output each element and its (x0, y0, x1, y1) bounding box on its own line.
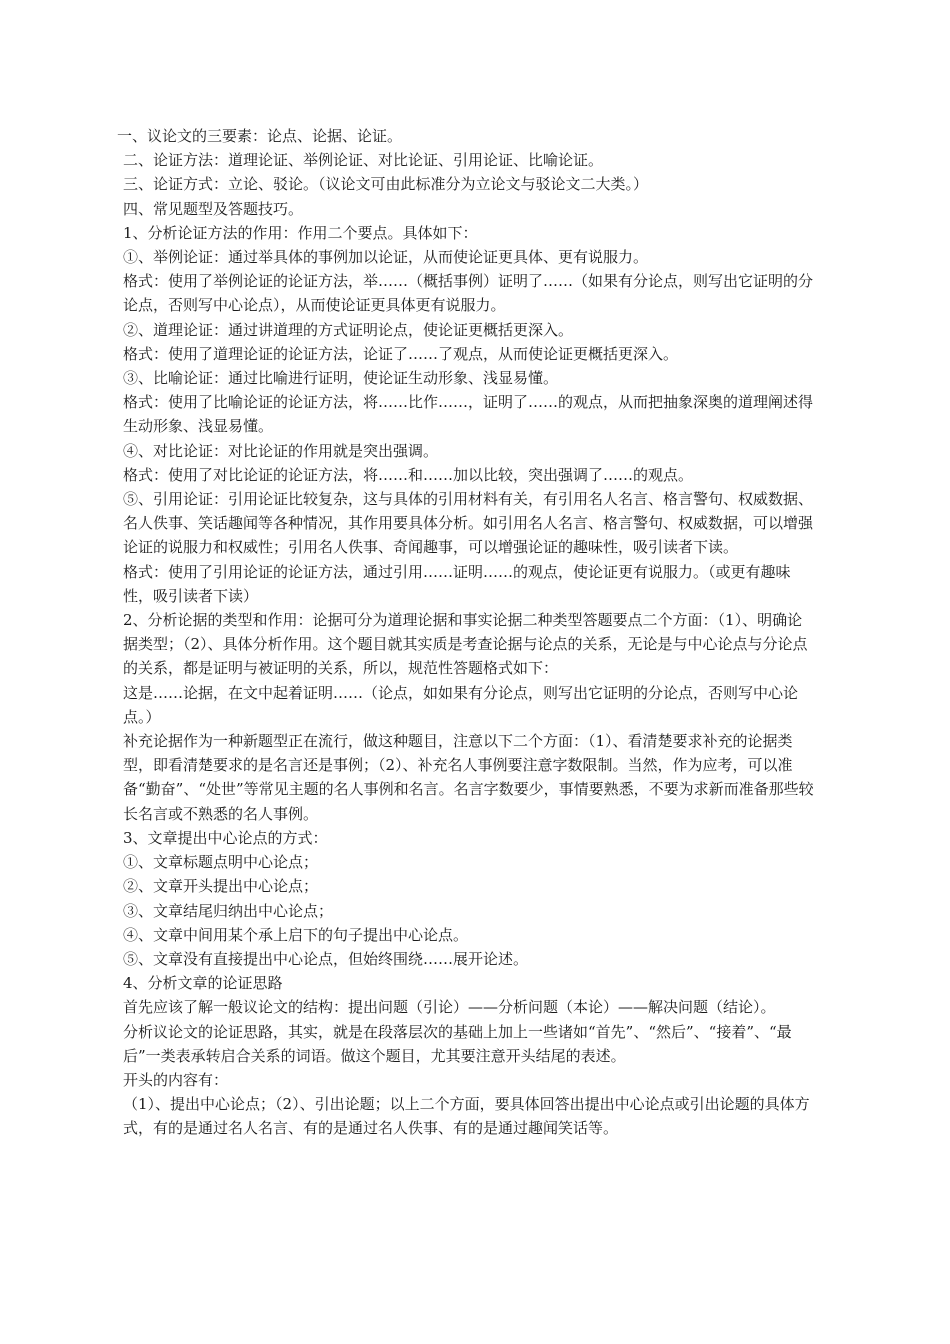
paragraph-14: ⑤、引用论证：引用论证比较复杂，这与具体的引用材料有关，有引用名人名言、格言警句、权威数据、名人佚事、笑话趣闻等各种情况，其作用要具体分析。如引用名人名言、格言警句、权威数据，可以增强论证的说服力和权威性；引用名人佚事、奇闻趣事，可以增强论证的趣味性，吸引读者下读。 (123, 490, 814, 557)
paragraph-16: 2、分析论据的类型和作用：论据可分为道理论据和事实论据二种类型答题要点二个方面：（1）、明确论据类型；（2）、具体分析作用。这个题目就其实质是考查论据与论点的关系，无论是与中心论点与分论点的关系，都是证明与被证明的关系，所以，规范性答题格式如下： (123, 611, 808, 678)
paragraph-5: 1、分析论证方法的作用：作用二个要点。具体如下： (123, 223, 478, 242)
paragraph-12: ④、对比论证：对比论证的作用就是突出强调。 (123, 441, 439, 460)
paragraph-4: 四、常见题型及答题技巧。 (123, 199, 304, 218)
paragraph-11: 格式：使用了比喻论证的论证方法，将……比作……，证明了……的观点，从而把抽象深奥的道理阐述得生动形象、浅显易懂。 (123, 393, 814, 436)
paragraph-26: 首先应该了解一般议论文的结构：提出问题（引论）——分析问题（本论）——解决问题（结论）。 (123, 998, 776, 1017)
paragraph-20: ①、文章标题点明中心论点； (123, 853, 319, 872)
paragraph-19: 3、文章提出中心论点的方式： (123, 828, 328, 847)
paragraph-7: 格式：使用了举例论证的论证方法，举……（概括事例）证明了……（如果有分论点，则写出它证明的分论点，否则写中心论点），从而使论证更具体更有说服力。 (123, 272, 814, 315)
paragraph-13: 格式：使用了对比论证的论证方法，将……和……加以比较，突出强调了……的观点。 (123, 465, 694, 484)
paragraph-3: 三、论证方式：立论、驳论。（议论文可由此标准分为立论文与驳论文二大类。） (123, 175, 649, 194)
paragraph-28: 开头的内容有： (123, 1070, 229, 1089)
paragraph-15: 格式：使用了引用论证的论证方法，通过引用……证明……的观点，使论证更有说服力。（或更有趣味性，吸引读者下读） (123, 562, 791, 605)
paragraph-18: 补充论据作为一种新题型正在流行，做这种题目，注意以下二个方面：（1）、看清楚要求补充的论据类型，即看清楚要求的是名言还是事例；（2）、补充名人事例要注意字数限制。当然，作为应考，可以准备“勤奋”、“处世”等常见主题的名人事例和名言。名言字数要少，事情要熟悉，不要为求新而准备那些较长名言或不熟悉的名人事例。 (123, 732, 814, 823)
paragraph-27: 分析议论文的论证思路，其实，就是在段落层次的基础上加上一些诸如“首先”、“然后”、“接着”、“最后”一类表承转启合关系的词语。做这个题目，尤其要注意开头结尾的表述。 (123, 1022, 792, 1065)
paragraph-6: ①、举例论证：通过举具体的事例加以论证，从而使论证更具体、更有说服力。 (123, 248, 649, 267)
paragraph-9: 格式：使用了道理论证的论证方法，论证了……了观点，从而使论证更概括更深入。 (123, 344, 679, 363)
paragraph-1: 一、议论文的三要素：论点、论据、论证。 (117, 127, 403, 145)
document-body (117, 124, 817, 1141)
paragraph-17: 这是……论据，在文中起着证明……（论点，如如果有分论点，则写出它证明的分论点，否则写中心论点。） (123, 683, 799, 726)
paragraph-25: 4、分析文章的论证思路 (123, 974, 283, 993)
paragraph-23: ④、文章中间用某个承上启下的句子提出中心论点。 (123, 925, 469, 944)
paragraph-22: ③、文章结尾归纳出中心论点； (123, 901, 334, 920)
paragraph-10: ③、比喻论证：通过比喻进行证明，使论证生动形象、浅显易懂。 (123, 369, 559, 388)
paragraph-2: 二、论证方法：道理论证、举例论证、对比论证、引用论证、比喻论证。 (123, 151, 604, 170)
paragraph-8: ②、道理论证：通过讲道理的方式证明论点，使论证更概括更深入。 (123, 320, 574, 339)
paragraph-21: ②、文章开头提出中心论点； (123, 877, 319, 896)
paragraph-24: ⑤、文章没有直接提出中心论点，但始终围绕……展开论述。 (123, 949, 529, 968)
paragraph-29: （1）、提出中心论点；（2）、引出论题；以上二个方面，要具体回答出提出中心论点或引出论题的具体方式，有的是通过名人名言、有的是通过名人佚事、有的是通过趣闻笑话等。 (123, 1095, 810, 1138)
